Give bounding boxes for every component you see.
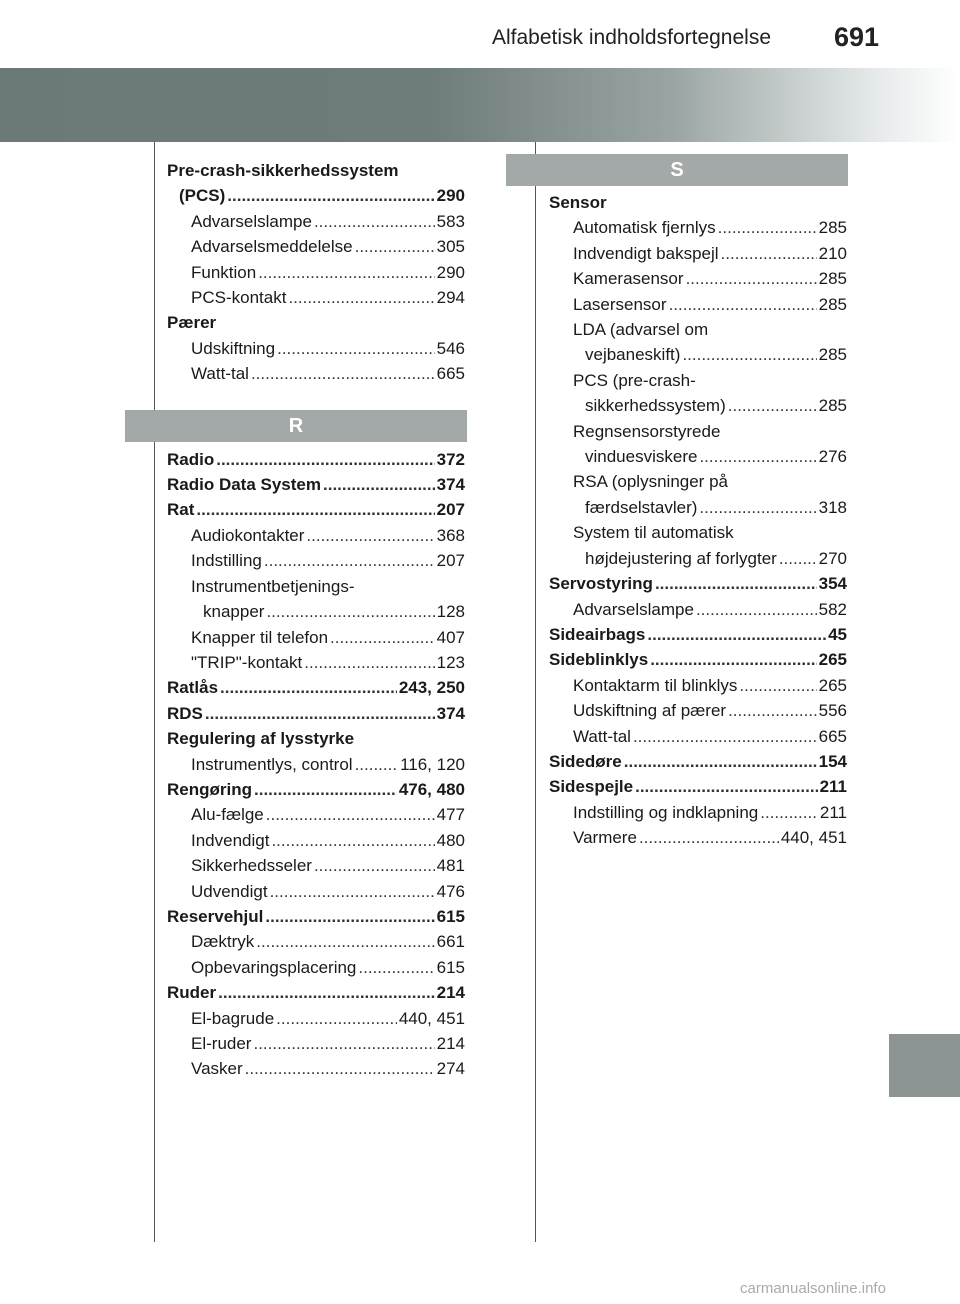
index-entry [549, 266, 847, 291]
entry-page: 665 [818, 726, 847, 746]
entry-term: Funktion [191, 262, 257, 282]
entry-term: Radio [167, 449, 215, 469]
index-entry [167, 802, 465, 827]
dot-leader [624, 749, 817, 774]
entry-page: 476, 480 [398, 779, 465, 799]
entry-term: PCS-kontakt [191, 288, 287, 308]
thumb-tab [889, 1034, 960, 1097]
dot-leader [323, 472, 435, 497]
entry-term: Alu-fælge [191, 805, 264, 825]
entry-term: Opbevaringsplacering [191, 957, 357, 977]
entry-page: 615 [436, 957, 465, 977]
entry-term: "TRIP"-kontakt [191, 652, 303, 672]
entry-term: Rengøring [167, 779, 252, 799]
index-entry [549, 292, 847, 317]
index-entry [167, 285, 465, 310]
index-heading: PCS (pre-crash- [573, 370, 696, 390]
dot-leader [650, 647, 816, 672]
index-entry [549, 825, 847, 850]
entry-page: 265 [818, 650, 847, 670]
entry-term: Advarselslampe [573, 599, 694, 619]
index-entry [549, 393, 847, 418]
left-column [167, 158, 465, 1082]
entry-page: 211 [819, 777, 847, 797]
index-entry [549, 215, 847, 240]
dot-leader [682, 342, 816, 367]
index-heading: Pærer [167, 313, 217, 333]
dot-leader [196, 497, 434, 522]
index-entry [549, 546, 847, 571]
dot-leader [669, 292, 817, 317]
dot-leader [227, 183, 434, 208]
entry-page: 214 [436, 983, 465, 1003]
dot-leader [696, 597, 817, 622]
index-entry [167, 625, 465, 650]
right-column-rule [535, 142, 536, 1242]
dot-leader [330, 625, 435, 650]
entry-page: 154 [818, 751, 847, 771]
entry-term: Indvendigt [191, 830, 270, 850]
dot-leader [647, 622, 826, 647]
index-entry [167, 523, 465, 548]
index-entry [549, 800, 847, 825]
dot-leader [633, 724, 817, 749]
entry-page: 210 [818, 243, 847, 263]
entry-term: Watt-tal [573, 726, 631, 746]
entry-page: 476 [436, 881, 465, 901]
entry-term: Instrumentlys, control [191, 754, 353, 774]
entry-term: Sidedøre [549, 751, 622, 771]
dot-leader [277, 336, 435, 361]
index-entry [167, 675, 465, 700]
dot-leader [205, 701, 435, 726]
entry-term: Indstilling [191, 551, 262, 571]
dot-leader [728, 698, 817, 723]
index-entry [167, 548, 465, 573]
header-banner [0, 68, 960, 142]
left-column-rule [154, 142, 155, 1242]
entry-term: Ratlås [167, 678, 219, 698]
entry-page: 440, 451 [398, 1008, 465, 1028]
index-entry [167, 955, 465, 980]
index-entry [549, 342, 847, 367]
entry-term: Ruder [167, 983, 217, 1003]
entry-term: vinduesviskere [585, 447, 698, 467]
entry-page: 45 [828, 624, 847, 644]
entry-term: Watt-tal [191, 364, 249, 384]
entry-term: Sikkerhedsseler [191, 856, 312, 876]
entry-term: RDS [167, 703, 203, 723]
index-entry [549, 724, 847, 749]
index-entry [167, 447, 465, 472]
entry-term: Dæktryk [191, 932, 255, 952]
entry-page: 583 [436, 211, 465, 231]
entry-page: 207 [436, 500, 465, 520]
dot-leader [245, 1056, 435, 1081]
dot-leader [271, 828, 434, 853]
index-heading: System til automatisk [573, 523, 734, 543]
entry-term: knapper [203, 602, 265, 622]
index-entry [549, 673, 847, 698]
page-number: 691 [834, 22, 880, 52]
dot-leader [288, 285, 434, 310]
entry-term: Knapper til telefon [191, 627, 329, 647]
entry-page: 276 [818, 447, 847, 467]
entry-term: Lasersensor [573, 294, 667, 314]
entry-page: 440, 451 [780, 828, 847, 848]
entry-page: 582 [818, 599, 847, 619]
entry-page: 615 [436, 906, 465, 926]
dot-leader [251, 361, 435, 386]
dot-leader [655, 571, 817, 596]
index-entry [167, 879, 465, 904]
entry-term: El-ruder [191, 1034, 252, 1053]
entry-term: Radio Data System [167, 475, 321, 495]
entry-term: vejbaneskift) [585, 345, 681, 365]
entry-page: 546 [436, 338, 465, 358]
index-entry [549, 495, 847, 520]
entry-term: Automatisk fjernlys [573, 218, 716, 238]
index-entry [167, 904, 465, 929]
index-heading: Regulering af lysstyrke [167, 729, 355, 749]
index-entry [167, 497, 465, 522]
index-entry [549, 698, 847, 723]
section-header-r: R [125, 410, 467, 442]
entry-page: 211 [819, 802, 847, 822]
dot-leader [728, 393, 817, 418]
dot-leader [266, 599, 434, 624]
entry-page: 285 [818, 396, 847, 416]
entry-term: Advarselsmeddelelse [191, 237, 353, 257]
entry-term: (PCS) [179, 186, 226, 206]
index-entry [549, 444, 847, 469]
dot-leader [270, 879, 435, 904]
dot-leader [639, 825, 779, 850]
entry-term: Indstilling og indklapning [573, 802, 759, 822]
entry-page: 477 [436, 805, 465, 825]
entry-term: Kontaktarm til blinklys [573, 675, 738, 695]
entry-page: 214 [436, 1034, 465, 1053]
dot-leader [220, 675, 397, 700]
header-title: Alfabetisk indholdsfortegnelse [492, 26, 772, 49]
entry-term: El-bagrude [191, 1008, 275, 1028]
entry-page: 285 [818, 218, 847, 238]
dot-leader [358, 955, 434, 980]
entry-page: 368 [436, 525, 465, 545]
dot-leader [216, 447, 434, 472]
dot-leader [218, 980, 435, 1005]
entry-term: Indvendigt bakspejl [573, 243, 719, 263]
entry-page: 372 [436, 449, 465, 469]
entry-term: Audiokontakter [191, 525, 305, 545]
index-list-r [167, 447, 465, 1082]
entry-page: 354 [818, 574, 847, 594]
entry-page: 128 [436, 602, 465, 622]
entry-page: 285 [818, 345, 847, 365]
index-entry [167, 980, 465, 1005]
index-entry [167, 752, 465, 777]
dot-leader [253, 1031, 434, 1056]
index-entry [167, 183, 465, 208]
entry-page: 123 [436, 652, 465, 672]
entry-page: 265 [818, 675, 847, 695]
index-entry [549, 571, 847, 596]
entry-page: 285 [818, 294, 847, 314]
entry-page: 285 [818, 269, 847, 289]
index-entry [167, 828, 465, 853]
right-column [549, 190, 847, 851]
dot-leader [258, 260, 434, 285]
index-entry [167, 234, 465, 259]
entry-page: 665 [436, 364, 465, 384]
dot-leader [779, 546, 817, 571]
dot-leader [739, 673, 816, 698]
dot-leader [355, 752, 399, 777]
index-entry [167, 701, 465, 726]
entry-term: Kamerasensor [573, 269, 684, 289]
entry-page: 480 [436, 830, 465, 850]
dot-leader [264, 548, 435, 573]
entry-page: 661 [436, 932, 465, 952]
index-entry [167, 361, 465, 386]
entry-page: 407 [436, 627, 465, 647]
entry-page: 243, 250 [398, 678, 465, 698]
entry-page: 374 [436, 703, 465, 723]
index-heading: Sensor [549, 193, 607, 212]
dot-leader [699, 444, 816, 469]
entry-term: sikkerhedssystem) [585, 396, 726, 416]
entry-page: 290 [436, 262, 465, 282]
dot-leader [699, 495, 816, 520]
dot-leader [314, 853, 435, 878]
index-entry [167, 929, 465, 954]
index-entry [167, 853, 465, 878]
index-heading: LDA (advarsel om [573, 320, 709, 340]
entry-page: 116, 120 [400, 754, 465, 774]
entry-term: Udvendigt [191, 881, 268, 901]
entry-term: Udskiftning af pærer [573, 701, 727, 721]
entry-term: Servostyring [549, 574, 653, 594]
entry-term: Sidespejle [549, 777, 634, 797]
index-entry [167, 1056, 465, 1081]
entry-term: Reservehjul [167, 906, 264, 926]
dot-leader [635, 774, 817, 799]
section-header-s: S [506, 154, 848, 186]
index-heading: Pre-crash-sikkerhedssystem [167, 161, 399, 180]
dot-leader [760, 800, 818, 825]
entry-page: 481 [436, 856, 465, 876]
dot-leader [266, 802, 435, 827]
entry-page: 290 [436, 186, 465, 206]
entry-page: 294 [436, 288, 465, 308]
entry-page: 305 [436, 237, 465, 257]
dot-leader [254, 777, 397, 802]
entry-page: 318 [818, 497, 847, 517]
dot-leader [721, 241, 817, 266]
dot-leader [306, 523, 434, 548]
index-heading: Instrumentbetjenings- [191, 576, 355, 596]
index-entry [549, 774, 847, 799]
entry-page: 207 [436, 551, 465, 571]
dot-leader [686, 266, 817, 291]
dot-leader [256, 929, 434, 954]
entry-page: 556 [818, 701, 847, 721]
dot-leader [314, 209, 435, 234]
index-entry [549, 597, 847, 622]
index-entry [549, 622, 847, 647]
entry-page: 270 [818, 548, 847, 568]
index-entry [167, 1031, 465, 1056]
index-entry [549, 647, 847, 672]
entry-page: 374 [436, 475, 465, 495]
index-entry [167, 472, 465, 497]
index-heading: RSA (oplysninger på [573, 472, 728, 492]
dot-leader [265, 904, 434, 929]
index-list-s [549, 190, 847, 851]
entry-term: Udskiftning [191, 338, 276, 358]
index-entry [167, 336, 465, 361]
index-entry [167, 777, 465, 802]
index-entry [167, 1006, 465, 1031]
dot-leader [304, 650, 434, 675]
index-list-p [167, 158, 465, 387]
entry-term: Rat [167, 500, 195, 520]
entry-term: færdselstavler) [585, 497, 698, 517]
index-entry [549, 241, 847, 266]
entry-term: Vasker [191, 1059, 243, 1079]
dot-leader [355, 234, 435, 259]
index-entry [167, 599, 465, 624]
index-entry [167, 650, 465, 675]
dot-leader [276, 1006, 397, 1031]
entry-term: Sideairbags [549, 624, 646, 644]
entry-term: højdejustering af forlygter [585, 548, 777, 568]
entry-page: 274 [436, 1059, 465, 1079]
index-entry [167, 209, 465, 234]
entry-term: Varmere [573, 828, 637, 848]
index-entry [549, 749, 847, 774]
footer-watermark: carmanualsonline.info [740, 1280, 886, 1297]
entry-term: Sideblinklys [549, 650, 649, 670]
index-heading: Regnsensorstyrede [573, 421, 721, 441]
index-entry [167, 260, 465, 285]
entry-term: Advarselslampe [191, 211, 312, 231]
dot-leader [718, 215, 817, 240]
